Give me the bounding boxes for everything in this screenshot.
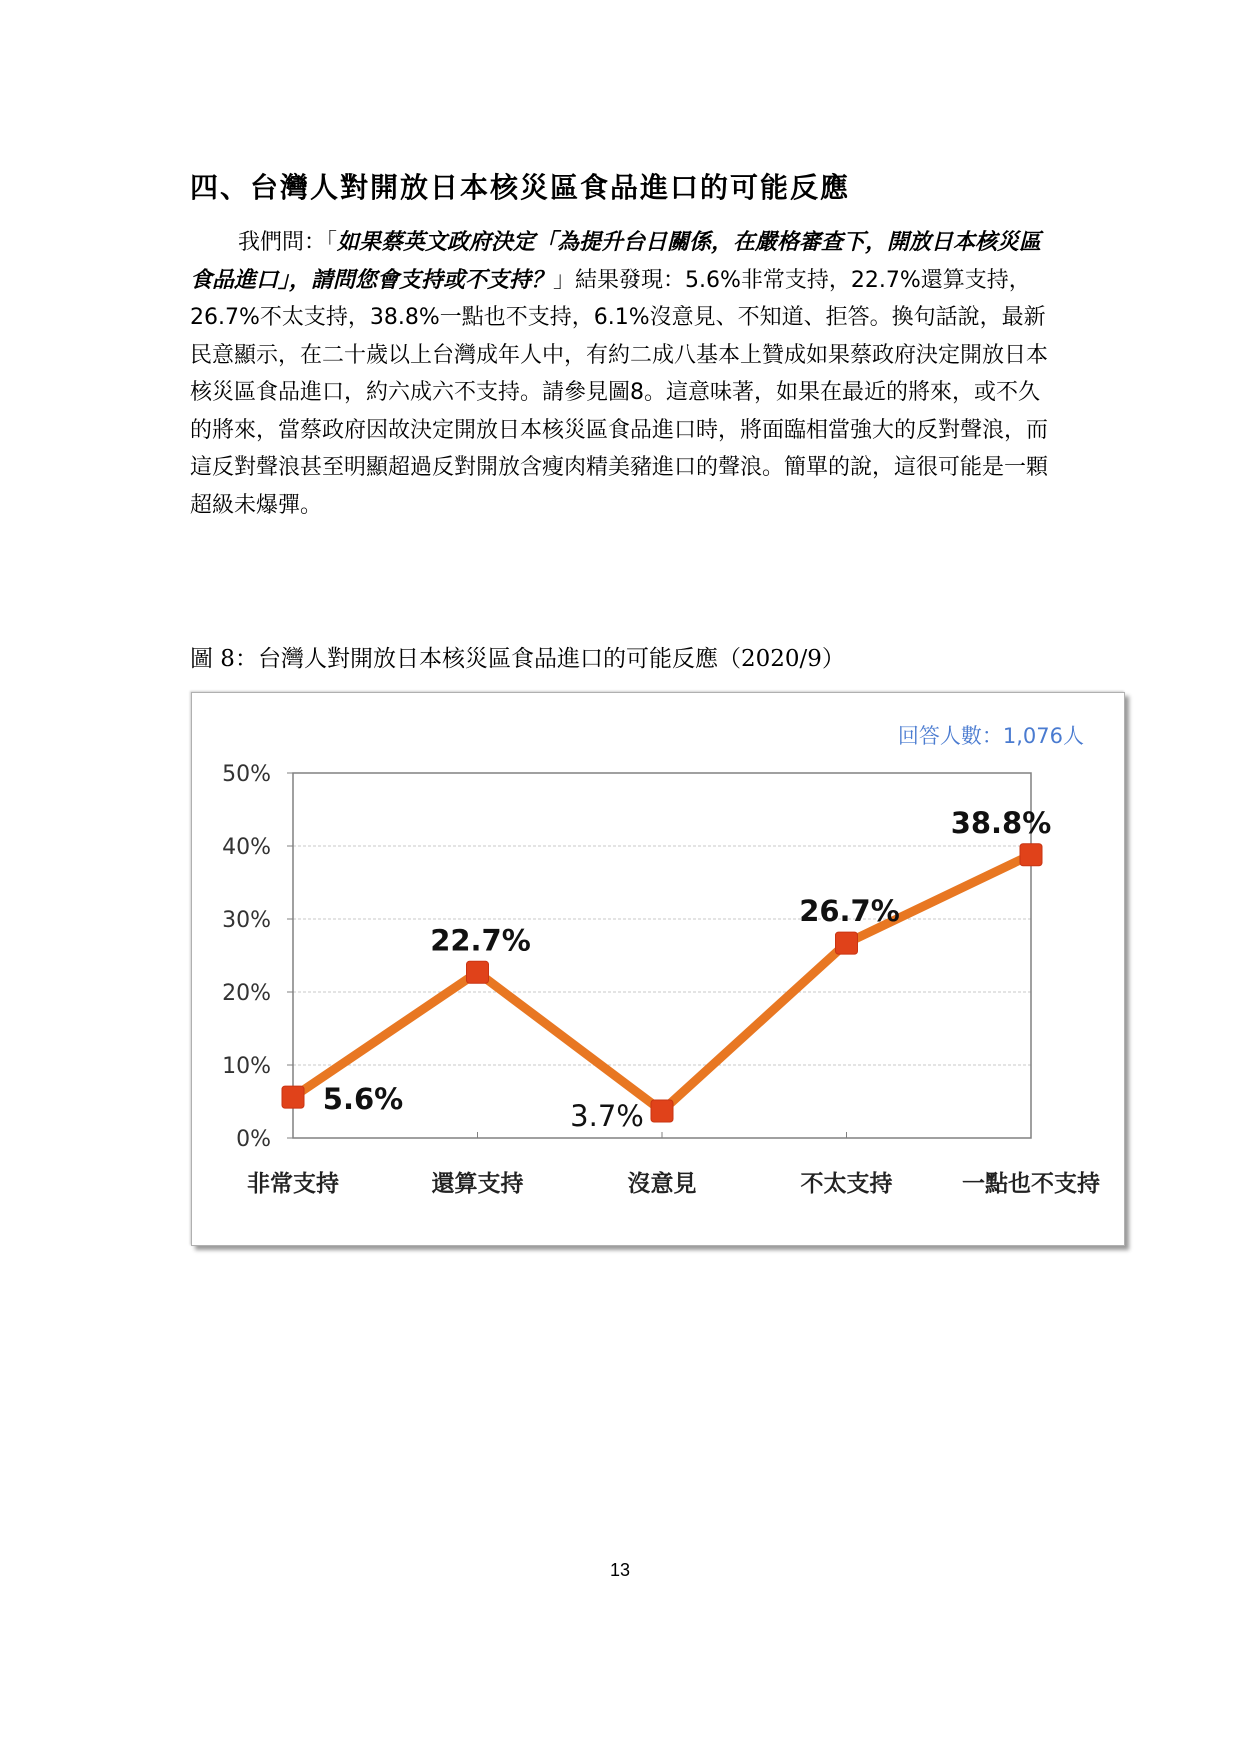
data-label: 38.8% <box>950 805 1052 840</box>
y-tick-label: 20% <box>222 981 271 1006</box>
data-point-marker <box>651 1100 673 1122</box>
chart-frame <box>191 692 1125 1246</box>
x-tick-label: 不太支持 <box>800 1171 893 1197</box>
plot-area-border <box>293 773 1031 1138</box>
section-heading: 四、台灣人對開放日本核災區食品進口的可能反應 <box>190 171 851 204</box>
data-point-marker <box>467 961 489 983</box>
series-line <box>293 855 1031 1111</box>
body-paragraph <box>190 224 1060 524</box>
x-tick-label: 沒意見 <box>627 1171 697 1197</box>
y-tick-label: 50% <box>222 762 271 787</box>
paragraph-rest: 」結果發現：5.6%非常支持，22.7%還算支持，26.7%不太支持，38.8%一點也不支持，6.1%沒意見、不知道、拒答。換句話說，最新民意顯示，在二十歲以上台灣成年人中，有約二成八基本上贊成如果蔡政府決定開放日本核災區食品進口，約六成六不支持。請參見圖8。這意味著，如果在最近的將來，或不久的將來，當蔡政府因故決定開放日本核災區食品進口時，將面臨相當強大的反對聲浪，而這反對聲浪甚至明顯超過反對開放含瘦肉精美豬進口的聲浪。簡單的說，這很可能是一顆超級未爆彈。 <box>190 267 1049 518</box>
survey-question: 如果蔡英文政府決定「為提升台日關係，在嚴格審查下，開放日本核災區食品進口」，請問您會支持或不支持？ <box>190 230 1042 293</box>
line-chart <box>192 693 1124 1245</box>
y-tick-label: 10% <box>222 1054 271 1079</box>
data-label: 5.6% <box>322 1082 404 1117</box>
figure-caption: 圖 8：台灣人對開放日本核災區食品進口的可能反應（2020/9） <box>190 646 845 672</box>
y-tick-label: 0% <box>236 1127 271 1152</box>
paragraph-lead: 我們問：「 <box>238 230 338 255</box>
page-number: 13 <box>609 1560 631 1580</box>
data-label: 3.7% <box>570 1098 644 1133</box>
data-point-marker <box>836 932 858 954</box>
x-tick-label: 非常支持 <box>247 1171 339 1197</box>
x-tick-label: 一點也不支持 <box>962 1171 1100 1197</box>
x-tick-label: 還算支持 <box>431 1171 524 1197</box>
data-label: 22.7% <box>430 923 531 958</box>
data-point-marker <box>282 1086 304 1108</box>
y-tick-label: 30% <box>222 908 271 933</box>
data-point-marker <box>1020 844 1042 866</box>
respondents-note: 回答人數：1,076人 <box>897 724 1084 748</box>
data-label: 26.7% <box>799 894 900 929</box>
y-tick-label: 40% <box>222 835 271 860</box>
